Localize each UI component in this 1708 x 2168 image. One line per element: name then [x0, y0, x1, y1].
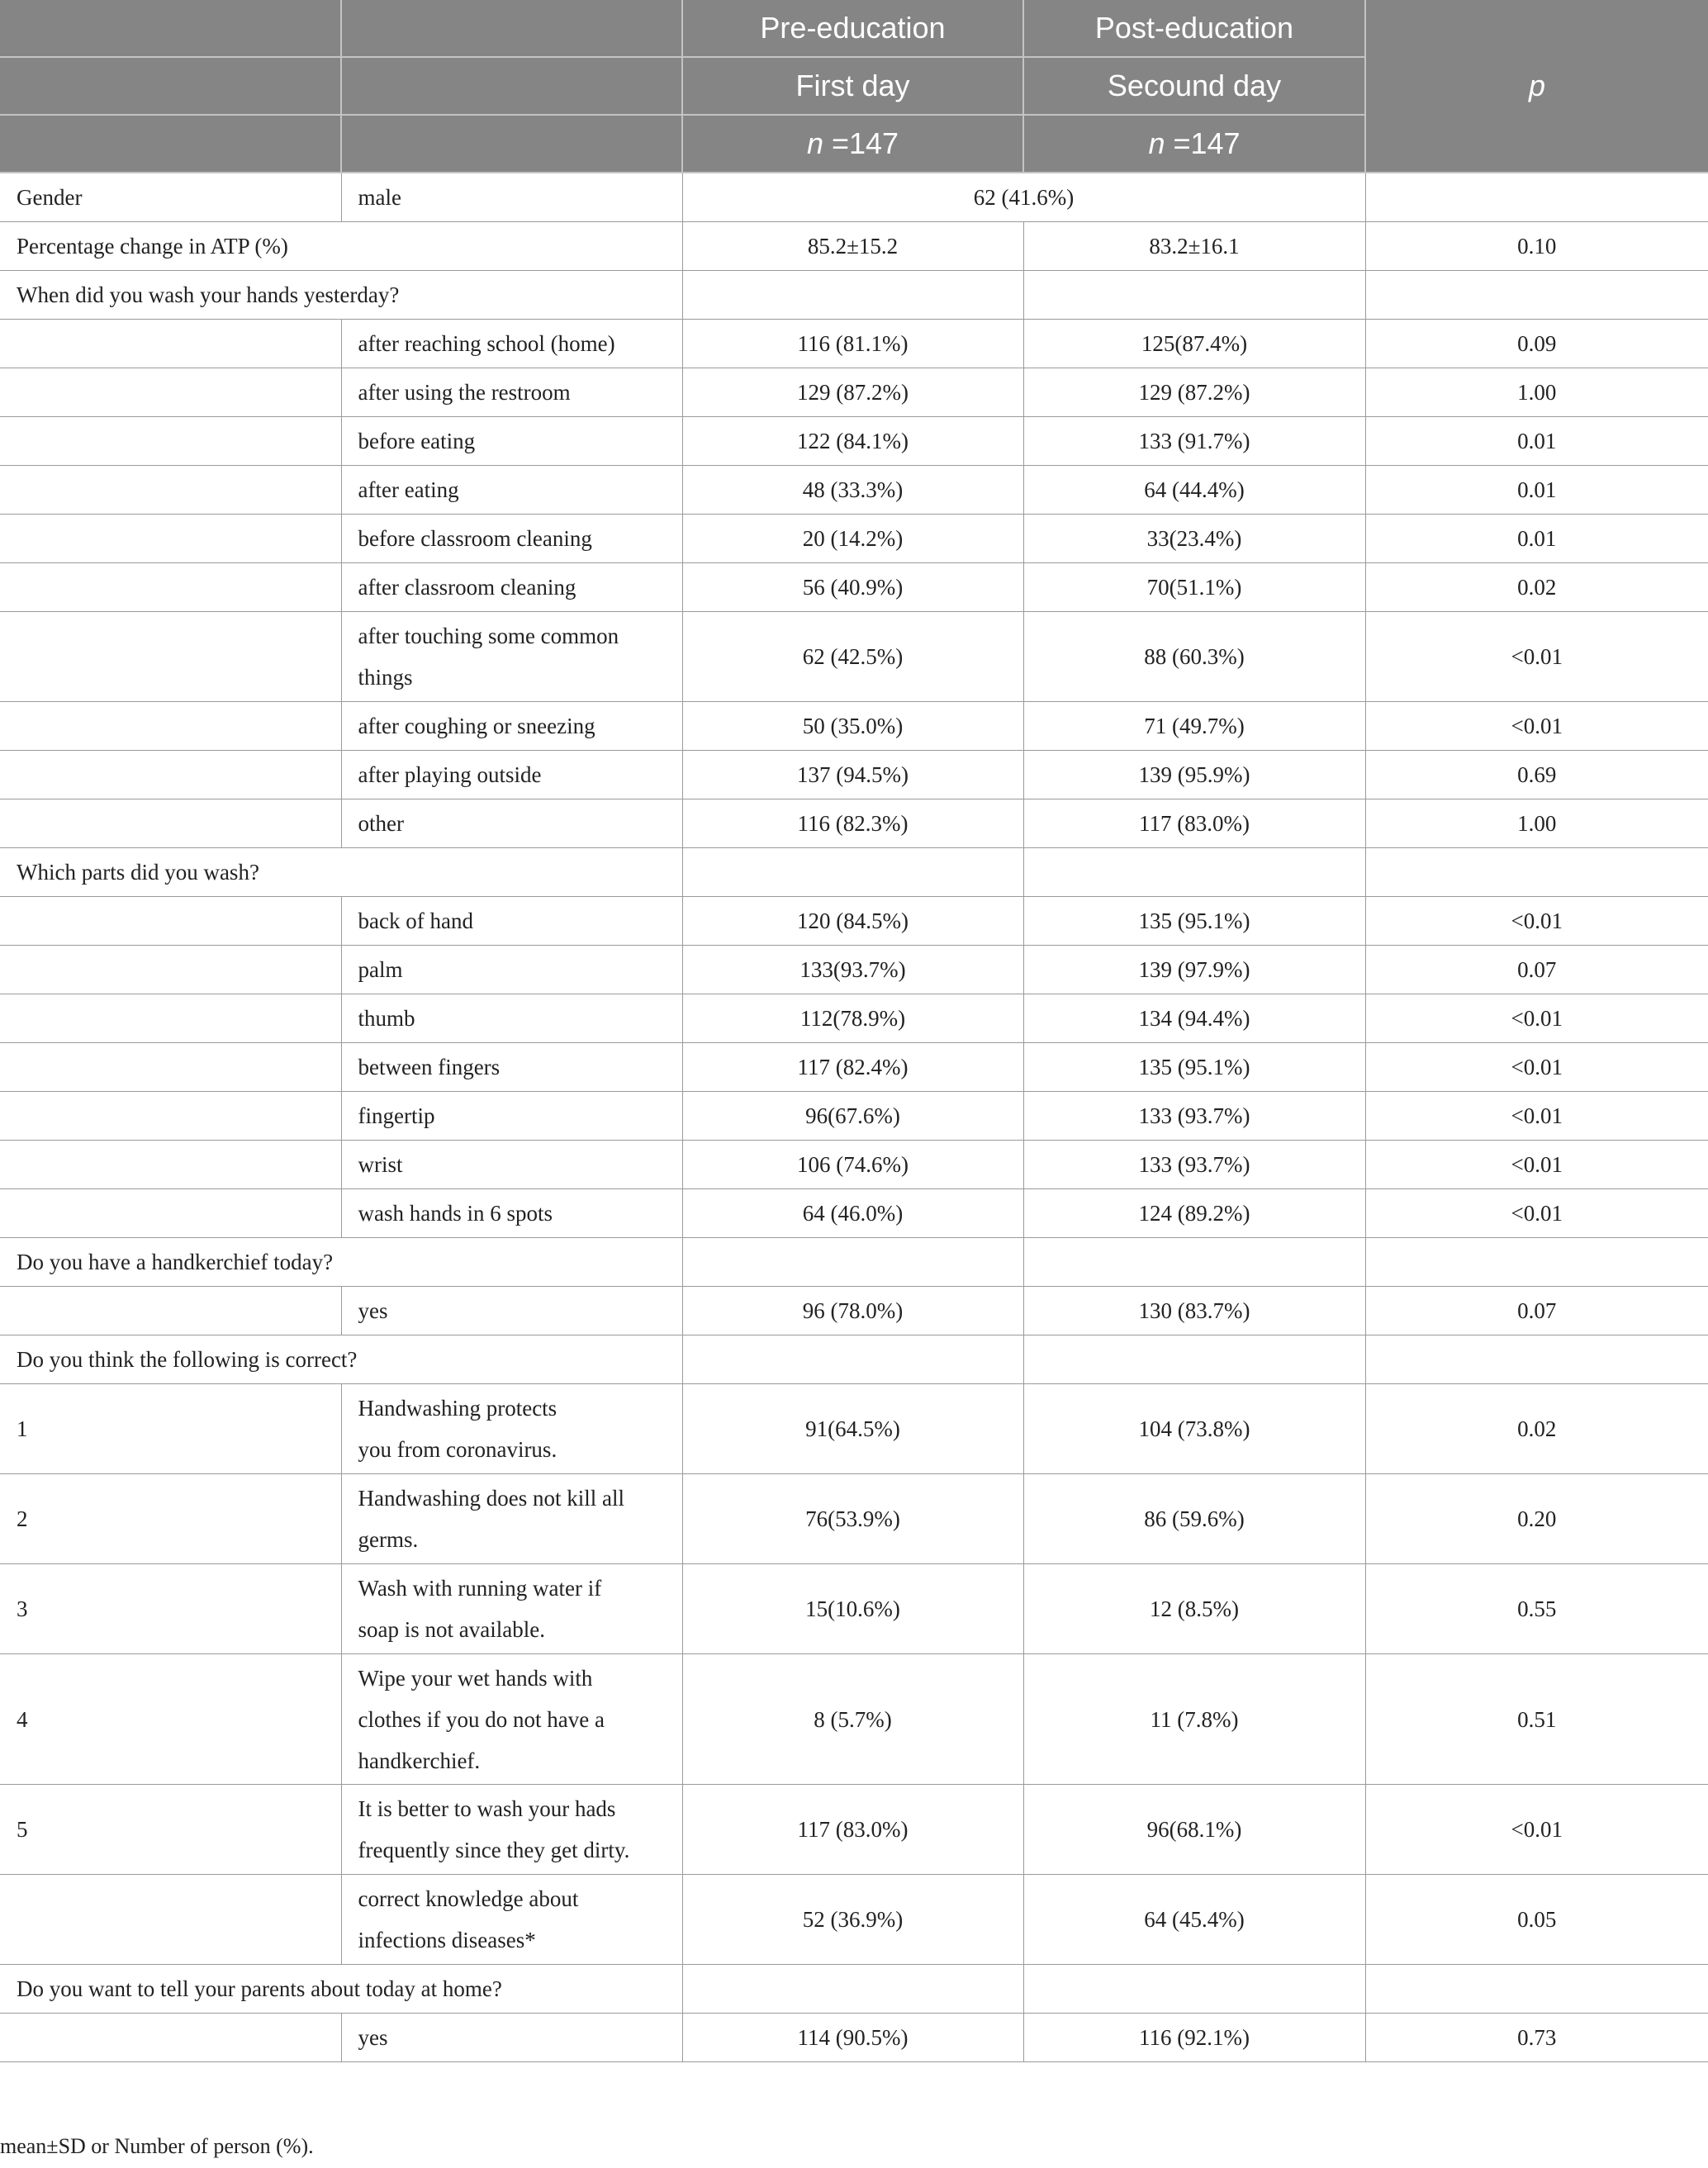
section-title: Do you think the following is correct?: [0, 1335, 682, 1384]
empty-cell: [0, 702, 341, 751]
header-pre-education: Pre-education: [682, 0, 1023, 57]
post-value: 88 (60.3%): [1023, 612, 1365, 702]
n-symbol: n: [1148, 126, 1165, 160]
p-value: 0.01: [1365, 466, 1708, 515]
p-value: 0.07: [1365, 1287, 1708, 1335]
table-row: [0, 799, 1708, 848]
empty-cell: [0, 799, 341, 848]
table-body: [0, 173, 1708, 2062]
pre-value: 76(53.9%): [682, 1474, 1023, 1564]
item-label: before eating: [341, 417, 682, 466]
pre-value: 52 (36.9%): [682, 1875, 1023, 1965]
item-number: 5: [0, 1785, 341, 1875]
table-row: [0, 2014, 1708, 2062]
table-row: [0, 702, 1708, 751]
post-value: 33(23.4%): [1023, 515, 1365, 563]
p-value: 0.55: [1365, 1564, 1708, 1654]
p-value: 0.05: [1365, 1875, 1708, 1965]
empty-cell: [0, 1189, 341, 1238]
pre-value: 114 (90.5%): [682, 2014, 1023, 2062]
p-value: 0.02: [1365, 1384, 1708, 1474]
item-label-line: things: [358, 665, 413, 690]
item-label-line: correct knowledge about: [358, 1886, 579, 1911]
item-label: [341, 1564, 682, 1654]
p-value: <0.01: [1365, 1092, 1708, 1141]
p-value: 1.00: [1365, 799, 1708, 848]
table-row: [0, 946, 1708, 994]
pre-value: 122 (84.1%): [682, 417, 1023, 466]
p-value: <0.01: [1365, 1043, 1708, 1092]
post-value: 104 (73.8%): [1023, 1384, 1365, 1474]
pre-value: 15(10.6%): [682, 1564, 1023, 1654]
table-row: [0, 222, 1708, 271]
table-row: [0, 994, 1708, 1043]
table-row: [0, 751, 1708, 799]
item-label: palm: [341, 946, 682, 994]
table-row: [0, 1785, 1708, 1875]
item-label-line: Handwashing does not kill all: [358, 1486, 624, 1511]
pre-value: 116 (82.3%): [682, 799, 1023, 848]
p-value: 0.09: [1365, 320, 1708, 368]
table-row: [0, 466, 1708, 515]
row-sublabel: male: [341, 173, 682, 222]
header-blank-cell: [0, 115, 341, 173]
pre-value: 137 (94.5%): [682, 751, 1023, 799]
item-label: after coughing or sneezing: [341, 702, 682, 751]
pre-value: 64 (46.0%): [682, 1189, 1023, 1238]
post-value: 125(87.4%): [1023, 320, 1365, 368]
empty-cell: [0, 320, 341, 368]
empty-cell: [0, 897, 341, 946]
section-title: Which parts did you wash?: [0, 848, 682, 897]
table-row: [0, 1564, 1708, 1654]
pre-value: 116 (81.1%): [682, 320, 1023, 368]
p-value: 0.69: [1365, 751, 1708, 799]
item-label-line: frequently since they get dirty.: [358, 1838, 630, 1862]
item-label: [341, 1654, 682, 1785]
p-value: 0.20: [1365, 1474, 1708, 1564]
empty-cell: [0, 515, 341, 563]
pre-value: 96 (78.0%): [682, 1287, 1023, 1335]
p-value: 0.01: [1365, 417, 1708, 466]
empty-cell: [682, 1238, 1023, 1287]
item-number: 1: [0, 1384, 341, 1474]
empty-cell: [0, 417, 341, 466]
empty-cell: [0, 1141, 341, 1189]
pre-value: 133(93.7%): [682, 946, 1023, 994]
empty-cell: [0, 612, 341, 702]
table-row: [0, 1043, 1708, 1092]
post-value: 117 (83.0%): [1023, 799, 1365, 848]
table-row: [0, 368, 1708, 417]
pre-value: 50 (35.0%): [682, 702, 1023, 751]
section-header-row: [0, 848, 1708, 897]
pre-value: 112(78.9%): [682, 994, 1023, 1043]
table-row: [0, 897, 1708, 946]
item-label: after classroom cleaning: [341, 563, 682, 612]
item-label: thumb: [341, 994, 682, 1043]
section-header-row: [0, 1238, 1708, 1287]
item-label-line: Handwashing protects: [358, 1396, 557, 1421]
p-value: <0.01: [1365, 1141, 1708, 1189]
empty-cell: [1023, 1965, 1365, 2014]
empty-cell: [682, 1965, 1023, 2014]
empty-cell: [0, 368, 341, 417]
p-value: 0.02: [1365, 563, 1708, 612]
header-blank-cell: [0, 57, 341, 115]
post-value: 12 (8.5%): [1023, 1564, 1365, 1654]
p-value: <0.01: [1365, 612, 1708, 702]
post-value: 124 (89.2%): [1023, 1189, 1365, 1238]
empty-cell: [682, 848, 1023, 897]
empty-cell: [1023, 1335, 1365, 1384]
section-header-row: [0, 1335, 1708, 1384]
item-label-line: after touching some common: [358, 624, 619, 648]
item-label: back of hand: [341, 897, 682, 946]
pre-value: 48 (33.3%): [682, 466, 1023, 515]
post-value: 129 (87.2%): [1023, 368, 1365, 417]
p-value: 0.73: [1365, 2014, 1708, 2062]
section-title: Do you want to tell your parents about today at home?: [0, 1965, 682, 2014]
item-label-line: Wipe your wet hands with: [358, 1665, 593, 1691]
post-value: 139 (95.9%): [1023, 751, 1365, 799]
p-value: 0.10: [1365, 222, 1708, 271]
p-value: <0.01: [1365, 1189, 1708, 1238]
item-label: after eating: [341, 466, 682, 515]
section-title: Do you have a handkerchief today?: [0, 1238, 682, 1287]
item-number: 3: [0, 1564, 341, 1654]
p-value: <0.01: [1365, 1785, 1708, 1875]
table-footnote: mean±SD or Number of person (%).: [0, 2134, 314, 2158]
item-label: yes: [341, 2014, 682, 2062]
table-row: [0, 417, 1708, 466]
pre-value: 62 (42.5%): [682, 612, 1023, 702]
empty-cell: [1365, 1965, 1708, 2014]
item-number: [0, 1875, 341, 1965]
pre-value: 96(67.6%): [682, 1092, 1023, 1141]
post-value: 64 (44.4%): [1023, 466, 1365, 515]
table-row: [0, 563, 1708, 612]
empty-cell: [1365, 271, 1708, 320]
post-value: 135 (95.1%): [1023, 897, 1365, 946]
item-label-line: Wash with running water if: [358, 1576, 602, 1601]
empty-cell: [1365, 848, 1708, 897]
pre-value: 117 (82.4%): [682, 1043, 1023, 1092]
item-number: 4: [0, 1654, 341, 1785]
header-blank-cell: [341, 0, 682, 57]
section-header-row: [0, 1965, 1708, 2014]
post-value: 133 (93.7%): [1023, 1092, 1365, 1141]
item-label: [341, 1384, 682, 1474]
post-value: 130 (83.7%): [1023, 1287, 1365, 1335]
empty-cell: [1023, 271, 1365, 320]
empty-cell: [0, 563, 341, 612]
n-value: =147: [823, 126, 899, 160]
pre-value: 91(64.5%): [682, 1384, 1023, 1474]
post-value: 11 (7.8%): [1023, 1654, 1365, 1785]
post-value: 135 (95.1%): [1023, 1043, 1365, 1092]
p-value: <0.01: [1365, 897, 1708, 946]
table-row: [0, 1189, 1708, 1238]
p-value: 0.51: [1365, 1654, 1708, 1785]
empty-cell: [0, 751, 341, 799]
item-label: between fingers: [341, 1043, 682, 1092]
header-blank-cell: [341, 57, 682, 115]
empty-cell: [1365, 1238, 1708, 1287]
header-blank-cell: [341, 115, 682, 173]
pre-value: 85.2±15.2: [682, 222, 1023, 271]
header-p-value: p: [1365, 0, 1708, 173]
table-row: [0, 1092, 1708, 1141]
item-label: wash hands in 6 spots: [341, 1189, 682, 1238]
item-label: yes: [341, 1287, 682, 1335]
gender-male-value: 62 (41.6%): [682, 173, 1365, 222]
item-number: 2: [0, 1474, 341, 1564]
item-label-line: clothes if you do not have a: [358, 1706, 605, 1732]
pre-value: 120 (84.5%): [682, 897, 1023, 946]
header-post-education: Post-education: [1023, 0, 1365, 57]
post-value: 64 (45.4%): [1023, 1875, 1365, 1965]
empty-cell: [0, 466, 341, 515]
empty-cell: [0, 2014, 341, 2062]
empty-cell: [0, 1043, 341, 1092]
table-row: [0, 1384, 1708, 1474]
n-symbol: n: [806, 126, 823, 160]
item-label: fingertip: [341, 1092, 682, 1141]
empty-cell: [0, 1287, 341, 1335]
empty-cell: [1023, 1238, 1365, 1287]
header-blank-cell: [0, 0, 341, 57]
item-label: [341, 1474, 682, 1564]
post-value: 71 (49.7%): [1023, 702, 1365, 751]
post-value: 86 (59.6%): [1023, 1474, 1365, 1564]
pre-value: 117 (83.0%): [682, 1785, 1023, 1875]
pre-value: 20 (14.2%): [682, 515, 1023, 563]
p-value: 1.00: [1365, 368, 1708, 417]
header-post-n: [1023, 115, 1365, 173]
p-value: <0.01: [1365, 994, 1708, 1043]
item-label: after reaching school (home): [341, 320, 682, 368]
row-label: Percentage change in ATP (%): [0, 222, 682, 271]
post-value: 133 (91.7%): [1023, 417, 1365, 466]
pre-value: 56 (40.9%): [682, 563, 1023, 612]
empty-cell: [0, 946, 341, 994]
header-first-day: First day: [682, 57, 1023, 115]
item-label: wrist: [341, 1141, 682, 1189]
post-value: 70(51.1%): [1023, 563, 1365, 612]
pre-value: 8 (5.7%): [682, 1654, 1023, 1785]
item-label: [341, 1785, 682, 1875]
item-label: after playing outside: [341, 751, 682, 799]
table-row: [0, 173, 1708, 222]
item-label-line: handkerchief.: [358, 1748, 481, 1773]
section-header-row: [0, 271, 1708, 320]
post-value: 139 (97.9%): [1023, 946, 1365, 994]
empty-cell: [0, 1092, 341, 1141]
section-title: When did you wash your hands yesterday?: [0, 271, 682, 320]
item-label-line: infections diseases*: [358, 1928, 536, 1952]
row-label: Gender: [0, 173, 341, 222]
p-cell: [1365, 173, 1708, 222]
table-row: [0, 320, 1708, 368]
empty-cell: [0, 994, 341, 1043]
n-value: =147: [1165, 126, 1241, 160]
header-second-day: Secound day: [1023, 57, 1365, 115]
p-value: 0.01: [1365, 515, 1708, 563]
empty-cell: [682, 1335, 1023, 1384]
item-label: [341, 612, 682, 702]
item-label: after using the restroom: [341, 368, 682, 417]
table-row: [0, 612, 1708, 702]
item-label-line: you from coronavirus.: [358, 1437, 557, 1462]
post-value: 133 (93.7%): [1023, 1141, 1365, 1189]
p-value: 0.07: [1365, 946, 1708, 994]
table-row: [0, 1654, 1708, 1785]
item-label-line: It is better to wash your hads: [358, 1796, 616, 1821]
item-label: before classroom cleaning: [341, 515, 682, 563]
table-header: [0, 0, 1708, 173]
table-row: [0, 1141, 1708, 1189]
pre-value: 106 (74.6%): [682, 1141, 1023, 1189]
post-value: 83.2±16.1: [1023, 222, 1365, 271]
table-row: [0, 1287, 1708, 1335]
table-row: [0, 1875, 1708, 1965]
item-label: [341, 1875, 682, 1965]
empty-cell: [1023, 848, 1365, 897]
empty-cell: [1365, 1335, 1708, 1384]
post-value: 96(68.1%): [1023, 1785, 1365, 1875]
post-value: 134 (94.4%): [1023, 994, 1365, 1043]
empty-cell: [682, 271, 1023, 320]
header-pre-n: [682, 115, 1023, 173]
post-value: 116 (92.1%): [1023, 2014, 1365, 2062]
table-row: [0, 515, 1708, 563]
p-value: <0.01: [1365, 702, 1708, 751]
item-label-line: germs.: [358, 1527, 419, 1552]
item-label: other: [341, 799, 682, 848]
table-row: [0, 1474, 1708, 1564]
item-label-line: soap is not available.: [358, 1617, 545, 1642]
pre-value: 129 (87.2%): [682, 368, 1023, 417]
